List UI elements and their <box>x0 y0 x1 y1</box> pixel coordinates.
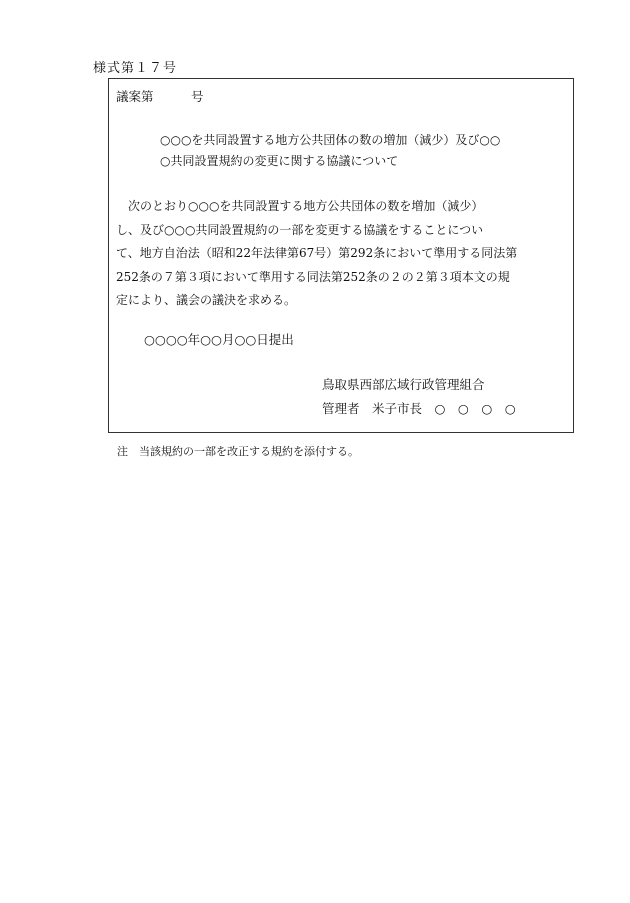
bill-title <box>160 130 562 172</box>
bill-title-line: ○○○を共同設置する地方公共団体の数の増加（減少）及び○○ <box>160 133 501 147</box>
bill-body-line: 定により、議会の議決を求める。 <box>116 293 297 307</box>
bill-number: 議案第 号 <box>116 89 204 104</box>
bill-body <box>116 195 568 313</box>
bill-body-line: し、及び○○○共同設置規約の一部を変更する協議をすることについ <box>116 222 484 237</box>
bill-body-line: 次のとおり○○○を共同設置する地方公共団体の数を増加（減少） <box>116 199 484 213</box>
bill-body-line: て、地方自治法（昭和22年法律第67号）第292条において準用する同法第 <box>116 246 518 260</box>
submission-date: ○○○○年○○月○○日提出 <box>144 332 294 347</box>
bill-title-line: ○共同設置規約の変更に関する協議について <box>160 154 399 168</box>
manager-signature-line: 管理者 米子市長 ○ ○ ○ ○ <box>322 401 516 416</box>
organization-name: 鳥取県西部広域行政管理組合 <box>322 377 485 392</box>
form-number: 様式第１７号 <box>93 61 178 76</box>
footnote: 注 当該規約の一部を改正する規約を添付する。 <box>117 445 359 458</box>
bill-frame <box>108 78 574 433</box>
bill-body-line: 252条の７第３項において準用する同法第252条の２の２第３項本文の規 <box>116 269 510 284</box>
